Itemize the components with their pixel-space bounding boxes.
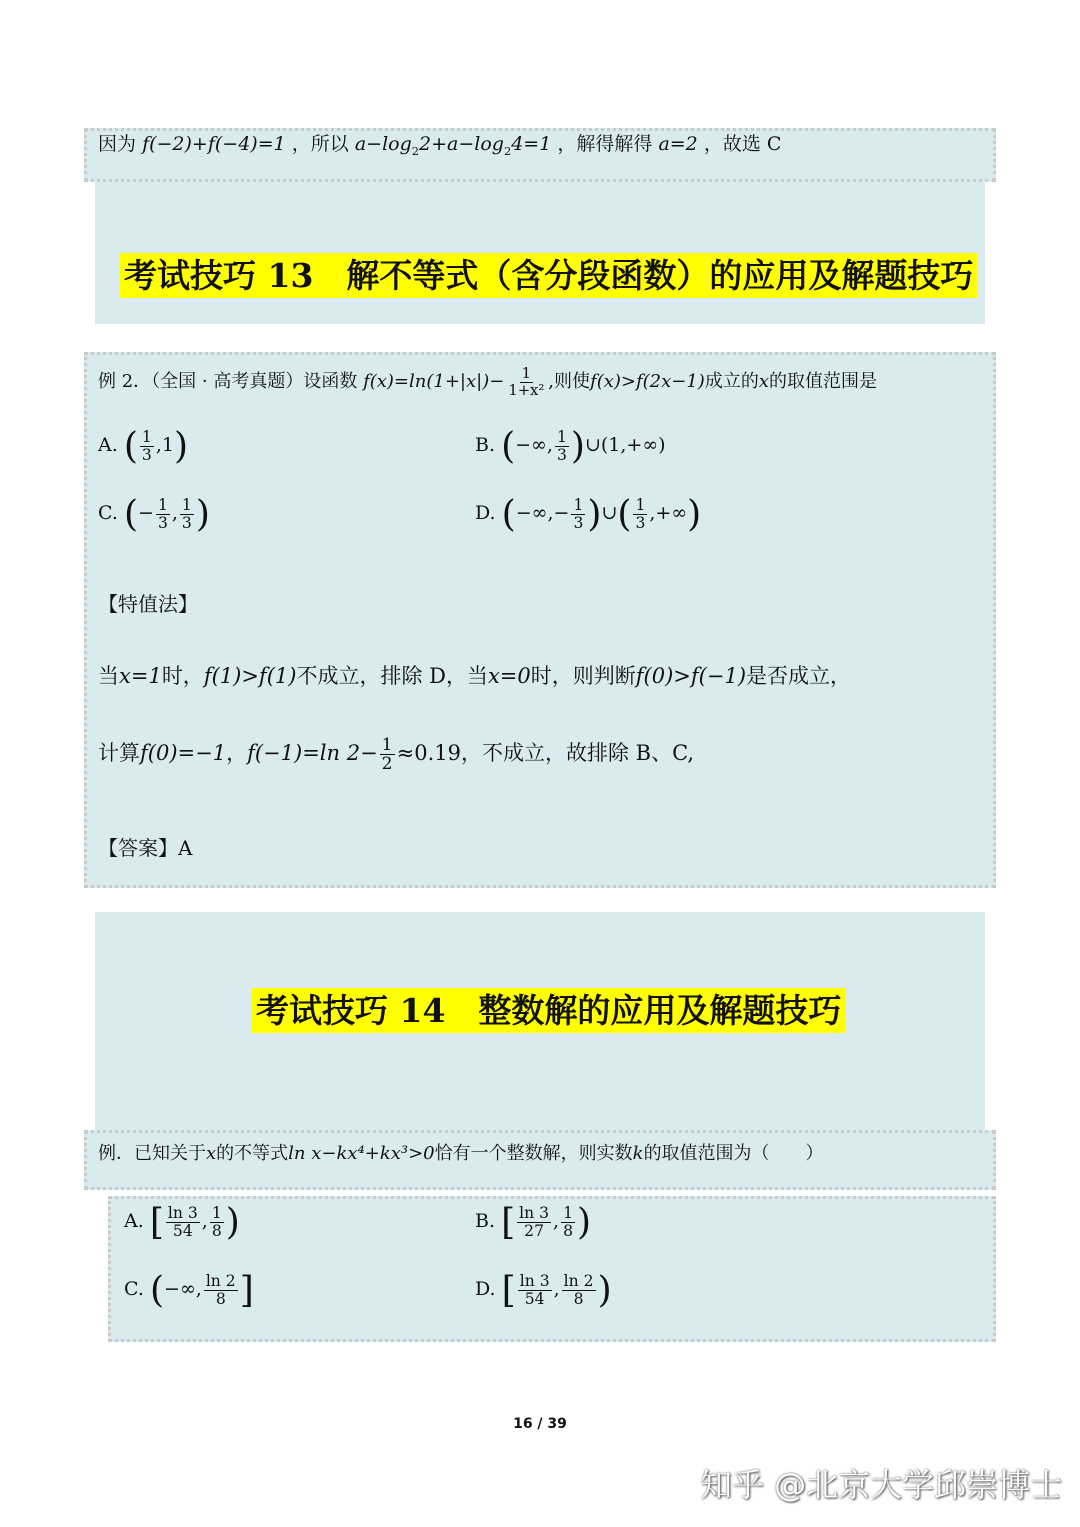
answer: 【答案】A [98, 836, 193, 860]
example3-option-b[interactable]: B. [ $\frac{\ln 3}{27}$ , $\frac{1}{8}$ ) [475, 1201, 592, 1243]
page-number: 16 / 39 [513, 1416, 567, 1432]
section13-title: 考试技巧 13 解不等式（含分段函数）的应用及解题技巧 [120, 253, 977, 298]
fraction: $\frac{1}{\text{1+x²}}$ [508, 365, 545, 399]
example2-option-c[interactable]: C. (− $\frac{1}{3}$ , $\frac{1}{3}$ ) [98, 493, 210, 535]
solution-step2: 计算f(0)=−1，f(−1)=ln 2− $\frac{1}{2}$ ≈0.19，不成立，故排除 B、C, [98, 735, 695, 775]
solution-step1: 当x=1时，f(1)>f(1)不成立，排除 D，当x=0时，则判断f(0)>f(−1)是否成立， [98, 664, 852, 688]
section14-title: 考试技巧 14 整数解的应用及解题技巧 [252, 988, 845, 1033]
example3-option-a[interactable]: A. [ $\frac{\ln 3}{54}$ , $\frac{1}{8}$ ) [124, 1201, 240, 1243]
example3-option-d[interactable]: D. [ $\frac{\ln 3}{54}$ , $\frac{\ln 2}{8}$ ) [475, 1269, 612, 1311]
watermark: 知乎 @北京大学邱崇博士 [700, 1466, 1063, 1504]
example2-option-d[interactable]: D. (−∞,− $\frac{1}{3}$ )∪( $\frac{1}{3}$ ,+∞) [475, 493, 702, 535]
method-heading: 【特值法】 [98, 592, 198, 616]
example2-option-a[interactable]: A. ( $\frac{1}{3}$ ,1) [98, 425, 189, 467]
example2-question: 例 2．（全国 · 高考真题）设函数 f(x)=ln(1+|x|)− $\frac{1}{\text{1+x²}}$ ,则使f(x)>f(2x−1)成立的x的取值范围是 [98, 365, 877, 399]
top-answer-line: 因为 f(−2)+f(−4)=1 ，所以 $a-\log_22+a-\log_24=1$ ，解得解得 a=2 ，故选 C [98, 133, 782, 158]
example3-question: 例．已知关于x的不等式ln x−kx⁴+kx³>0恰有一个整数解，则实数k的取值范围为（ ） [98, 1143, 824, 1164]
example2-option-b[interactable]: B. (−∞, $\frac{1}{3}$ )∪(1,+∞) [475, 425, 666, 467]
example3-option-c[interactable]: C. (−∞, $\frac{\ln 2}{8}$ ] [124, 1269, 254, 1311]
